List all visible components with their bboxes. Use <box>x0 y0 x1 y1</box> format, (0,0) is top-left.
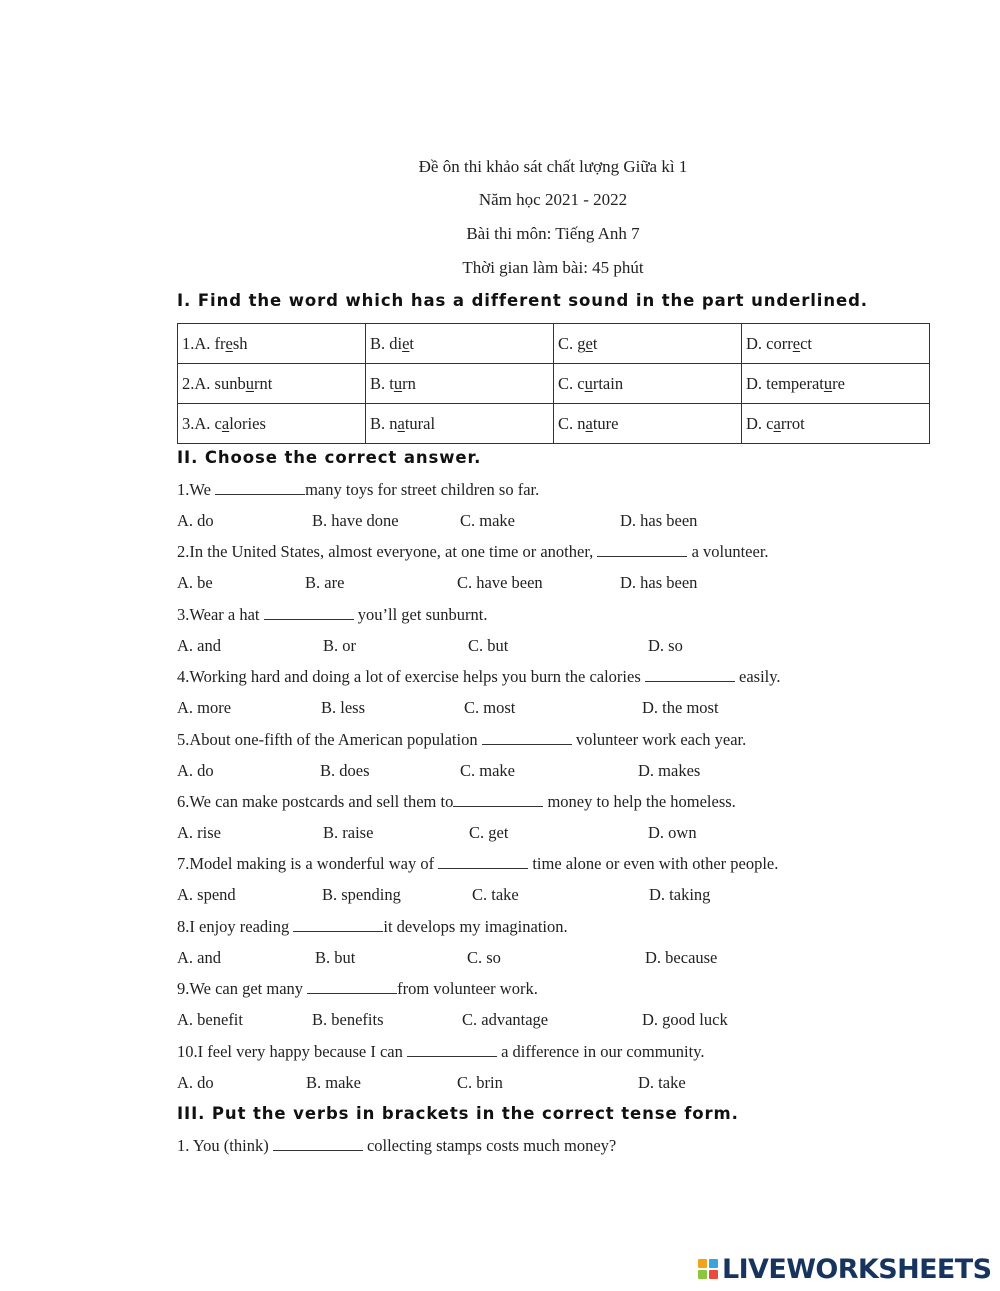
answer-blank[interactable] <box>293 919 383 932</box>
answer-option[interactable]: B. have done <box>312 511 399 530</box>
word-part: D. temperat <box>746 373 824 393</box>
question-text: a difference in our community. <box>496 1041 705 1061</box>
word-part: D. corr <box>746 333 793 353</box>
exam-title: Đề ôn thi khảo sát chất lượng Giữa kì 1 <box>418 157 688 176</box>
section-1-heading: I. Find the word which has a different sound in the part underlined. <box>177 291 868 310</box>
underlined-letters: e <box>585 333 593 353</box>
word-part: rn <box>402 373 416 393</box>
question-text: 3.Wear a hat <box>177 604 264 624</box>
underlined-letters: a <box>397 413 405 433</box>
underlined-letters: e <box>402 333 410 353</box>
underlined-letters: e <box>792 333 801 353</box>
answer-option[interactable]: C. brin <box>457 1072 503 1092</box>
question-text: 4.Working hard and doing a lot of exercise helps you burn the calories <box>177 667 645 687</box>
answer-blank[interactable] <box>438 856 528 869</box>
word-option[interactable] <box>742 404 930 444</box>
answer-option[interactable]: B. or <box>323 635 356 655</box>
logo-square <box>698 1270 707 1279</box>
answer-blank[interactable] <box>645 669 735 682</box>
question-text: 1.We <box>177 480 216 499</box>
logo-square <box>698 1259 707 1268</box>
question <box>177 480 539 500</box>
answer-option[interactable]: A. and <box>177 635 221 655</box>
answer-option[interactable]: D. the most <box>642 698 719 718</box>
answer-option[interactable]: B. does <box>320 760 370 780</box>
word-part: t <box>409 333 415 353</box>
question <box>177 667 781 687</box>
answer-option[interactable]: A. benefit <box>177 1010 243 1030</box>
answer-option[interactable]: B. make <box>306 1072 361 1092</box>
sound-table <box>177 323 930 444</box>
question-text: 2.In the United States, almost everyone, at one time or another, <box>177 542 598 562</box>
subject: Bài thi môn: Tiếng Anh 7 <box>466 224 640 243</box>
word-part: lories <box>229 413 266 433</box>
answer-option[interactable]: C. make <box>460 760 515 780</box>
question-text: time alone or even with other people. <box>528 854 779 874</box>
answer-option[interactable]: A. and <box>177 947 221 967</box>
answer-option[interactable]: B. raise <box>323 823 374 842</box>
question <box>177 605 487 625</box>
section-2-heading: II. Choose the correct answer. <box>177 448 482 467</box>
answer-option[interactable]: A. do <box>177 1072 214 1092</box>
answer-blank[interactable] <box>482 732 572 745</box>
word-part: D. c <box>746 413 774 433</box>
answer-option[interactable]: B. less <box>321 698 366 718</box>
table-row <box>178 324 930 364</box>
answer-option[interactable]: D. makes <box>638 760 701 780</box>
logo-square <box>709 1259 718 1268</box>
answer-option[interactable]: D. own <box>648 823 697 842</box>
question-text: 5.About one-fifth of the American population <box>177 729 482 749</box>
question <box>177 917 568 937</box>
answer-option[interactable]: C. but <box>468 635 509 655</box>
word-option[interactable] <box>554 364 742 404</box>
question-text: it develops my imagination. <box>383 916 568 936</box>
question <box>177 1136 616 1156</box>
answer-option[interactable]: A. be <box>177 573 213 593</box>
answer-option[interactable]: C. take <box>472 885 519 905</box>
answer-option[interactable]: A. spend <box>177 885 236 905</box>
question-text: 10.I feel very happy because I can <box>177 1041 407 1061</box>
word-part: re <box>832 373 845 393</box>
answer-option[interactable]: B. benefits <box>312 1010 384 1030</box>
word-part: B. di <box>370 333 403 353</box>
answer-option[interactable]: D. has been <box>620 511 698 530</box>
question-text: 1. You (think) <box>177 1136 273 1155</box>
question-text: from volunteer work. <box>397 979 538 999</box>
answer-blank[interactable] <box>453 794 543 807</box>
word-part: t <box>592 333 598 353</box>
question-text: a volunteer. <box>687 542 769 562</box>
answer-option[interactable]: B. spending <box>322 885 401 905</box>
question <box>177 979 538 999</box>
word-option[interactable] <box>366 324 554 364</box>
word-part: C. g <box>558 333 586 353</box>
question-text: many toys for street children so far. <box>305 480 540 499</box>
question <box>177 730 746 750</box>
question-text: money to help the homeless. <box>543 792 736 811</box>
question-text: you’ll get sunburnt. <box>353 604 488 624</box>
answer-option[interactable]: B. but <box>315 947 356 967</box>
answer-option[interactable]: D. has been <box>620 573 698 593</box>
question <box>177 1042 705 1062</box>
word-part: rtain <box>592 373 624 393</box>
answer-blank[interactable] <box>273 1138 363 1151</box>
answer-option[interactable]: C. advantage <box>462 1010 549 1030</box>
answer-blank[interactable] <box>597 544 687 557</box>
answer-option[interactable]: C. get <box>469 823 509 842</box>
word-part: ct <box>800 333 812 353</box>
word-option[interactable] <box>742 364 930 404</box>
word-option[interactable] <box>554 324 742 364</box>
answer-option[interactable]: C. make <box>460 511 515 530</box>
school-year: Năm học 2021 - 2022 <box>478 190 628 209</box>
table-row <box>178 364 930 404</box>
answer-option[interactable]: D. taking <box>649 885 711 905</box>
word-option[interactable] <box>554 404 742 444</box>
answer-blank[interactable] <box>307 981 397 994</box>
question-text: volunteer work each year. <box>571 729 747 749</box>
word-option[interactable] <box>742 324 930 364</box>
word-part: B. t <box>370 373 394 393</box>
question-text: 7.Model making is a wonderful way of <box>177 854 439 874</box>
question-text: 8.I enjoy reading <box>177 916 294 936</box>
answer-option[interactable]: D. take <box>638 1072 686 1092</box>
word-part: B. n <box>370 413 398 433</box>
word-option[interactable] <box>178 324 366 364</box>
answer-blank[interactable] <box>264 607 354 620</box>
word-part: C. c <box>558 373 585 393</box>
answer-blank[interactable] <box>407 1044 497 1057</box>
word-option[interactable] <box>366 404 554 444</box>
time-limit: Thời gian làm bài: 45 phút <box>462 258 644 277</box>
answer-option[interactable]: D. so <box>648 635 683 655</box>
question-text: 9.We can get many <box>177 979 308 999</box>
word-part: sh <box>232 333 248 353</box>
underlined-letters: u <box>245 373 254 393</box>
question-text: collecting stamps costs much money? <box>362 1136 617 1155</box>
answer-option[interactable]: A. do <box>177 511 214 530</box>
question <box>177 542 769 562</box>
underlined-letters: u <box>823 373 833 393</box>
liveworksheets-logo[interactable] <box>698 1254 991 1284</box>
answer-option[interactable]: C. so <box>467 947 501 967</box>
answer-blank[interactable] <box>215 482 305 495</box>
logo-square <box>709 1270 718 1279</box>
word-part: 2.A. sunb <box>182 373 246 393</box>
underlined-letters: u <box>584 373 593 393</box>
word-part: tural <box>404 413 436 433</box>
word-part: ture <box>592 413 619 433</box>
word-option[interactable] <box>178 404 366 444</box>
answer-option[interactable]: C. most <box>464 698 516 718</box>
answer-option[interactable]: C. have been <box>457 573 543 593</box>
underlined-letters: u <box>393 373 403 393</box>
table-row <box>178 404 930 444</box>
word-option[interactable] <box>178 364 366 404</box>
question <box>177 792 736 812</box>
answer-option[interactable]: A. rise <box>177 823 221 842</box>
section-3-heading: III. Put the verbs in brackets in the correct tense form. <box>177 1104 739 1123</box>
answer-option[interactable]: B. are <box>305 573 345 593</box>
question-text: 6.We can make postcards and sell them to <box>177 792 454 811</box>
liveworksheets-logo-icon <box>698 1259 718 1279</box>
answer-option[interactable]: A. more <box>177 698 232 718</box>
underlined-letters: a <box>585 413 593 433</box>
brand-name: LIVEWORKSHEETS <box>722 1253 992 1285</box>
word-part: C. n <box>558 413 586 433</box>
word-part: 3.A. c <box>182 413 222 433</box>
question <box>177 854 778 874</box>
underlined-letters: e <box>225 333 233 353</box>
underlined-letters: a <box>773 413 781 433</box>
answer-option[interactable]: D. good luck <box>642 1010 728 1030</box>
word-option[interactable] <box>366 364 554 404</box>
word-part: 1.A. fr <box>182 333 226 353</box>
word-part: rnt <box>253 373 273 393</box>
answer-option[interactable]: D. because <box>645 947 718 967</box>
word-part: rrot <box>780 413 805 433</box>
answer-option[interactable]: A. do <box>177 760 214 780</box>
question-text: easily. <box>734 667 781 687</box>
underlined-letters: a <box>221 413 230 433</box>
